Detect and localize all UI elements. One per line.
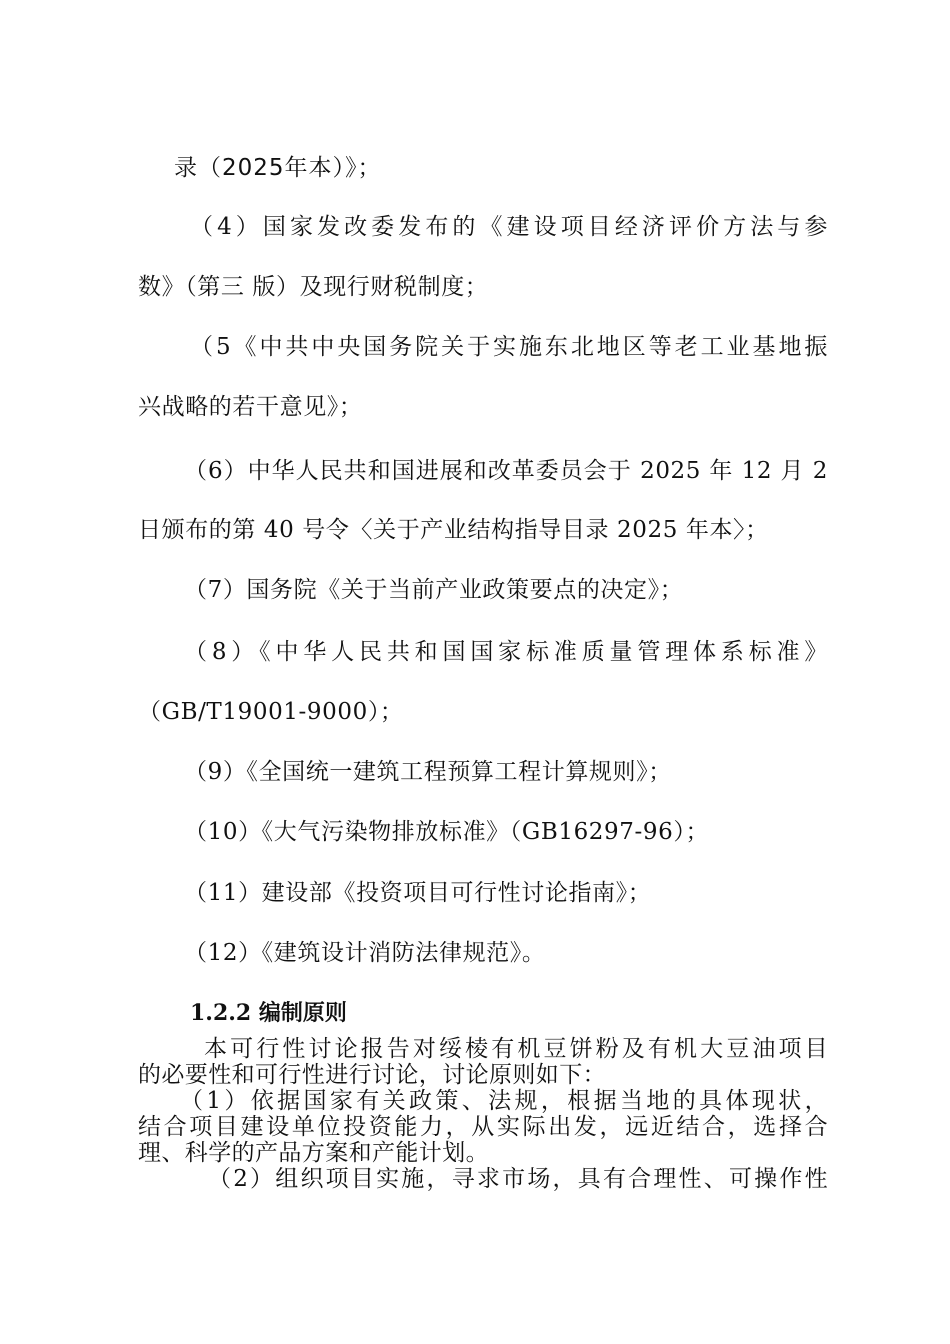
ref-line-14: （12）《建筑设计消防法律规范》。 — [184, 940, 546, 966]
ref-line-7: 日颁布的第 40 号令〈关于产业结构指导目录 2025 年本〉； — [138, 517, 769, 543]
ref-line-1: 录（2025年本）》； — [174, 155, 382, 181]
principle-line-4: 结合项目建设单位投资能力，从实际出发，远近结合，选择合 — [138, 1114, 828, 1140]
principle-line-6: （2）组织项目实施，寻求市场，具有合理性、可操作性 — [208, 1166, 828, 1192]
principle-line-3: （1）依据国家有关政策、法规，根据当地的具体现状， — [180, 1088, 828, 1114]
ref-line-12: （10）《大气污染物排放标准》（GB16297-96）； — [184, 819, 710, 845]
ref-line-2: （4）国家发改委发布的《建设项目经济评价方法与参 — [190, 214, 828, 240]
ref-line-8: （7）国务院《关于当前产业政策要点的决定》； — [184, 577, 684, 603]
section-heading: 1.2.2 编制原则 — [190, 1000, 347, 1026]
ref-line-5: 兴战略的若干意见》； — [138, 394, 363, 420]
ref-line-9: （8）《中华人民共和国国家标准质量管理体系标准》 — [184, 639, 828, 665]
ref-line-3: 数》（第三 版）及现行财税制度； — [138, 274, 489, 300]
ref-line-4: （5《中共中央国务院关于实施东北地区等老工业基地振 — [190, 334, 828, 360]
principle-line-2: 的必要性和可行性进行讨论，讨论原则如下： — [138, 1062, 606, 1088]
principle-line-5: 理、科学的产品方案和产能计划。 — [138, 1140, 489, 1166]
ref-line-10: （GB/T19001-9000）； — [138, 699, 404, 725]
ref-line-11: （9）《全国统一建筑工程预算工程计算规则》； — [184, 759, 672, 785]
ref-line-13: （11）建设部《投资项目可行性讨论指南》； — [184, 880, 652, 906]
principle-line-1: 本可行性讨论报告对绥棱有机豆饼粉及有机大豆油项目 — [204, 1036, 828, 1062]
ref-line-6: （6）中华人民共和国进展和改革委员会于 2025 年 12 月 2 — [184, 458, 828, 484]
